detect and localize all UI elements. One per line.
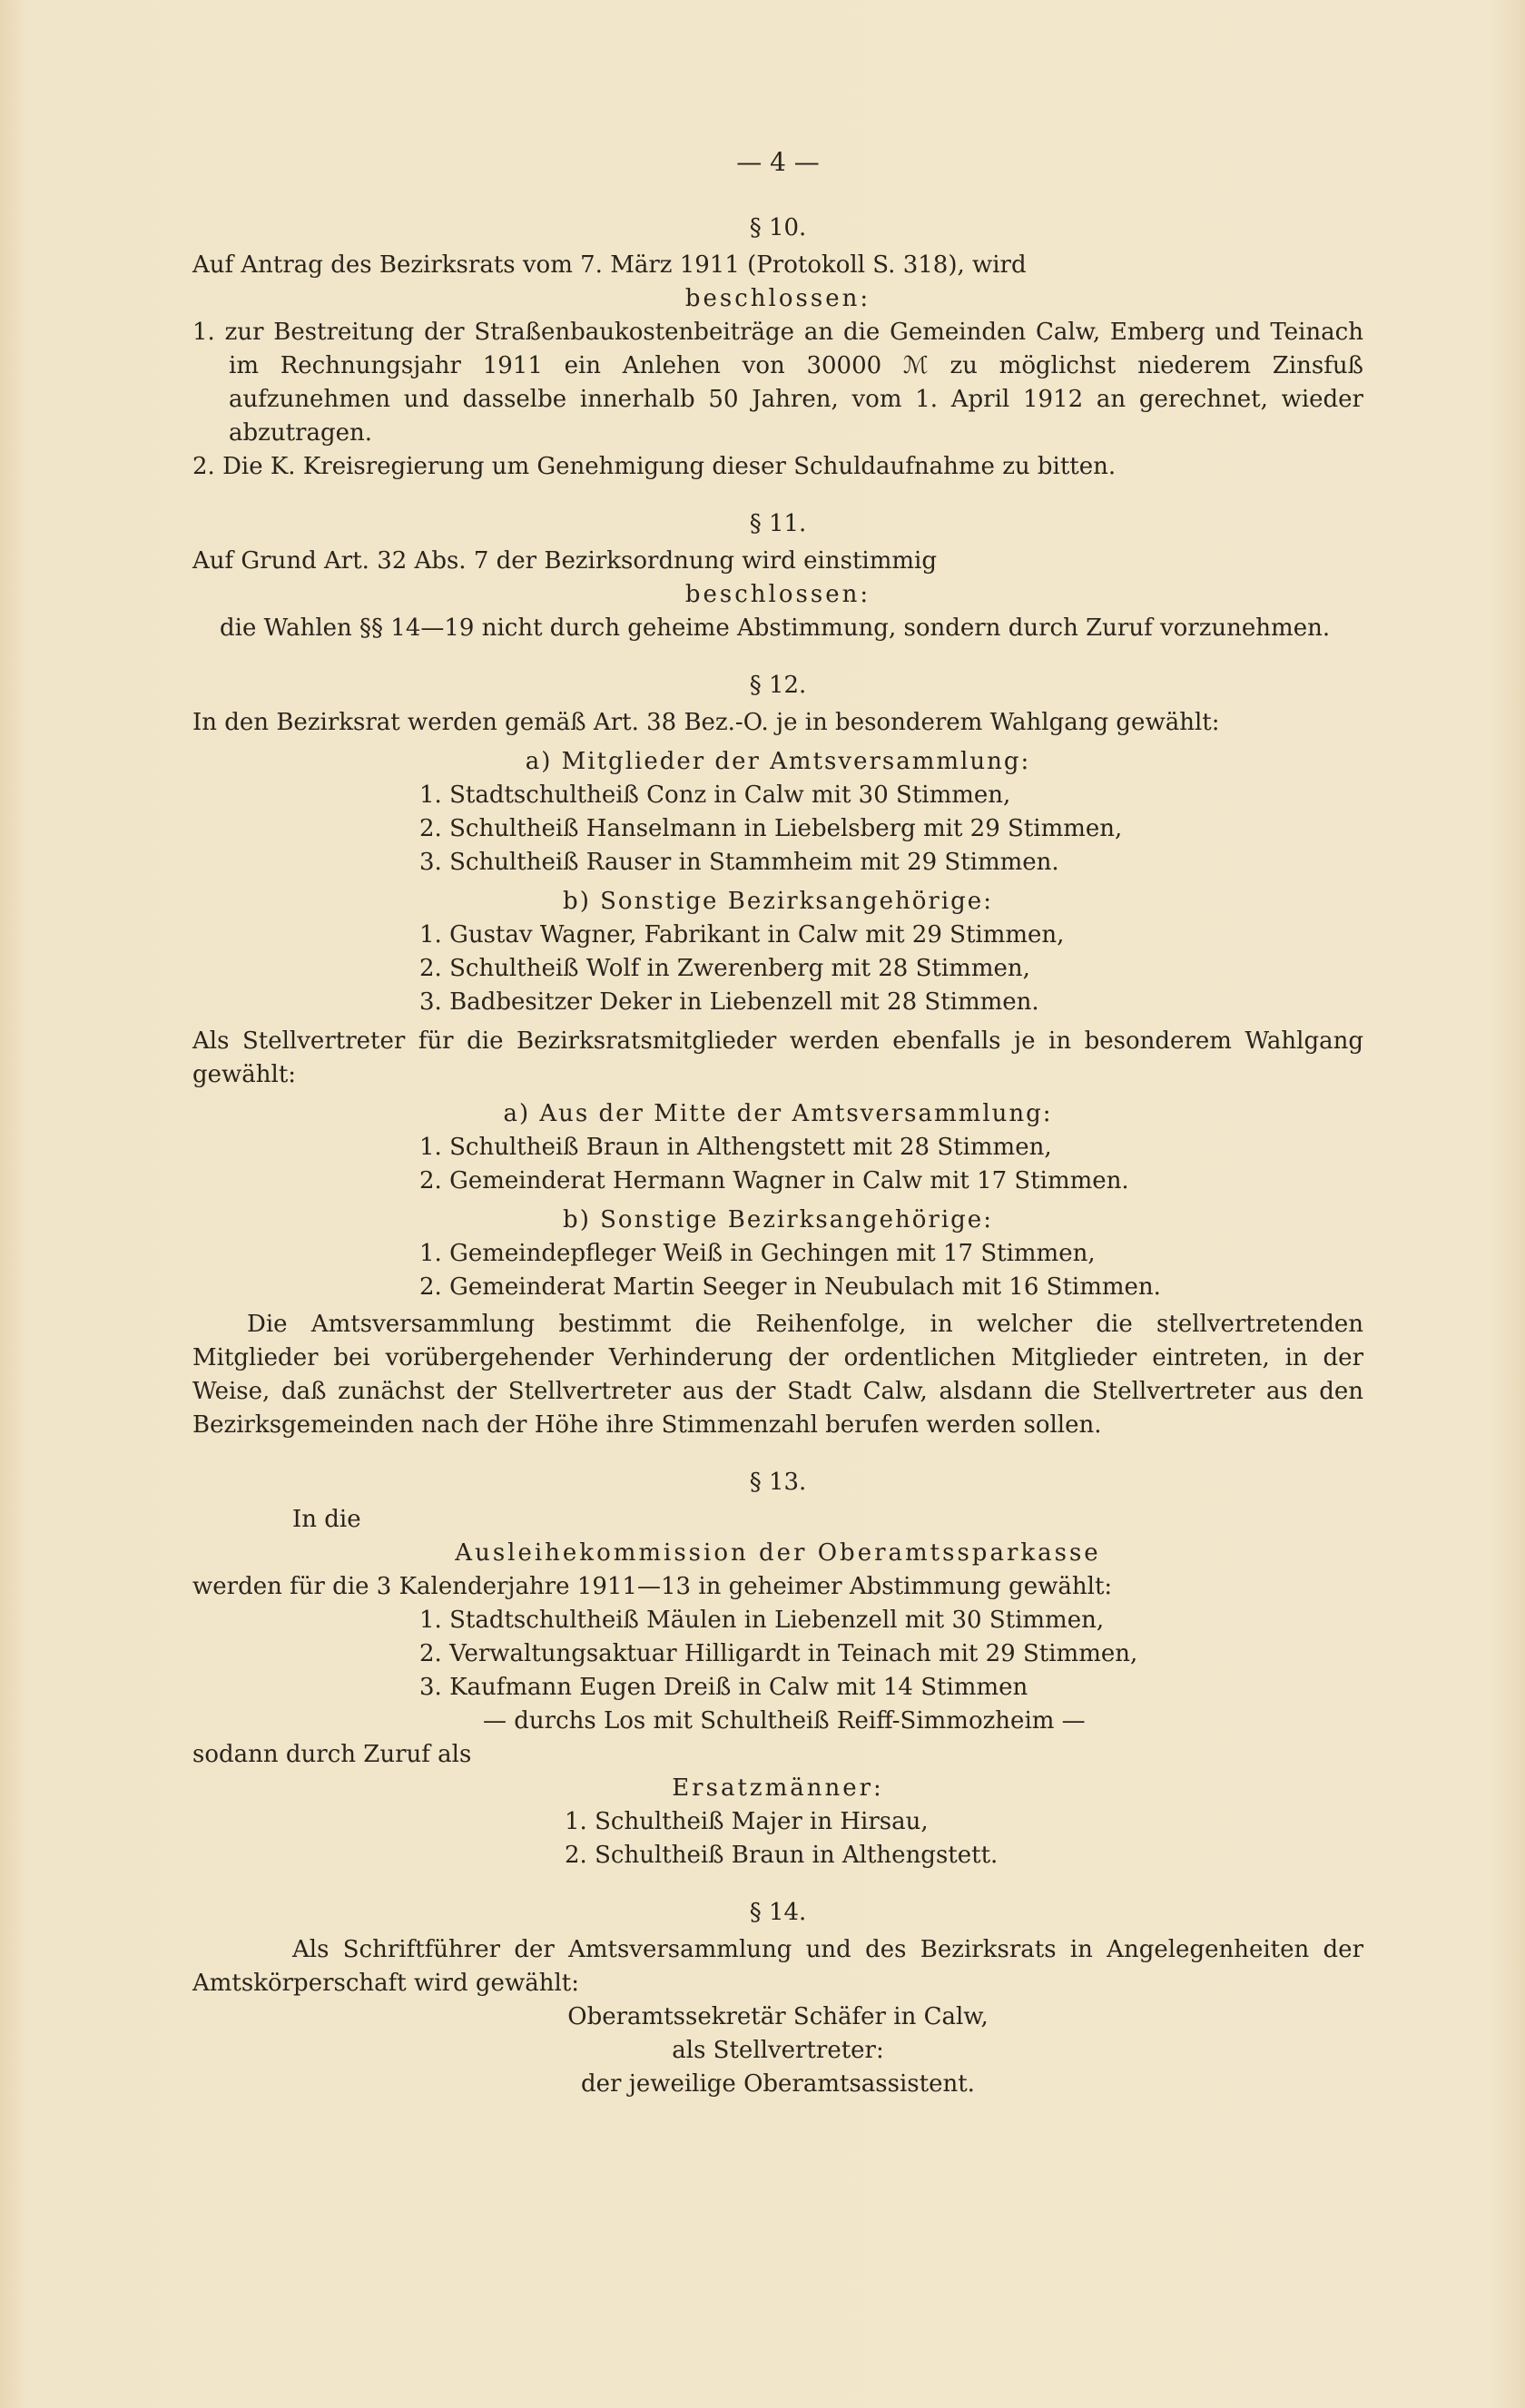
list-item: 3. Kaufmann Eugen Dreiß in Calw mit 14 Stimmen: [419, 1674, 1028, 1701]
section-14-heading: § 14.: [749, 1899, 807, 1926]
list-item: 3. Schultheiß Rauser in Stammheim mit 29 Stimmen.: [419, 849, 1059, 876]
list-item: 3. Badbesitzer Deker in Liebenzell mit 28 Stimmen.: [419, 988, 1039, 1016]
section-12-a-heading: a) Mitglieder der Amtsversammlung:: [525, 748, 1031, 775]
section-14-deputy: der jeweilige Oberamtsassistent.: [581, 2070, 975, 2098]
section-11-intro: Auf Grund Art. 32 Abs. 7 der Bezirksordnung wird einstimmig: [192, 547, 937, 575]
section-11-decided: beschlossen:: [684, 581, 871, 608]
section-10-intro: Auf Antrag des Bezirksrats vom 7. März 1911 (Protokoll S. 318), wird: [192, 251, 1027, 279]
section-13-in-die: In die: [292, 1506, 361, 1533]
section-13-substitutes-heading: Ersatzmänner:: [672, 1774, 884, 1802]
section-10: [192, 211, 1363, 484]
list-item: 1. Stadtschultheiß Mäulen in Liebenzell mit 30 Stimmen,: [419, 1607, 1105, 1634]
section-13-then: sodann durch Zuruf als: [192, 1741, 472, 1768]
section-13: [192, 1466, 1363, 1872]
list-item: 2. Verwaltungsaktuar Hilligardt in Teinach mit 29 Stimmen,: [419, 1640, 1138, 1667]
section-12-closing: Die Amtsversammlung bestimmt die Reihenfolge, in welcher die stellvertretenden Mitglieder bei vorübergehender Verhinderung der ordentlichen Mitglieder eintreten, in der Weise, daß zunächst der Stellvertreter aus der Stadt Calw, alsdann die Stellvertreter aus den Bezirksgemeinden nach der Höhe ihre Stimmenzahl berufen werden sollen.: [192, 1311, 1363, 1439]
section-10-item-1: 1. zur Bestreitung der Straßenbaukostenbeiträge an die Gemeinden Calw, Emberg und Teinach im Rechnungsjahr 1911 ein Anlehen von 30000 ℳ zu möglichst niederem Zinsfuß aufzunehmen und dasselbe innerhalb 50 Jahren, vom 1. April 1912 an gerechnet, wieder abzutragen.: [192, 319, 1363, 447]
section-11-text: die Wahlen §§ 14—19 nicht durch geheime Abstimmung, sondern durch Zuruf vorzunehmen.: [220, 614, 1331, 642]
list-item: 1. Stadtschultheiß Conz in Calw mit 30 Stimmen,: [419, 781, 1011, 809]
section-12: [192, 669, 1363, 1442]
list-item: 2. Schultheiß Braun in Althengstett.: [565, 1842, 999, 1869]
section-13-heading: § 13.: [749, 1469, 807, 1496]
list-item: 1. Gustav Wagner, Fabrikant in Calw mit 29 Stimmen,: [419, 921, 1065, 948]
section-12-deputies-intro: Als Stellvertreter für die Bezirksratsmitglieder werden ebenfalls je in besonderem Wahlgang gewählt:: [192, 1027, 1363, 1088]
page-content: [192, 145, 1363, 2101]
list-item: 1. Schultheiß Braun in Althengstett mit 28 Stimmen,: [419, 1134, 1052, 1161]
section-14-deputy-label: als Stellvertreter:: [672, 2037, 884, 2064]
list-item: 1. Gemeindepfleger Weiß in Gechingen mit 17 Stimmen,: [419, 1240, 1096, 1267]
section-12-deputies-b-heading: b) Sonstige Bezirksangehörige:: [563, 1206, 993, 1233]
list-item: 1. Schultheiß Majer in Hirsau,: [565, 1808, 929, 1835]
section-14-name: Oberamtssekretär Schäfer in Calw,: [567, 2003, 989, 2030]
section-11-heading: § 11.: [749, 510, 807, 537]
section-14-intro: Als Schriftführer der Amtsversammlung und des Bezirksrats in Angelegenheiten der Amtskörperschaft wird gewählt:: [192, 1936, 1363, 1997]
section-10-item-2: 2. Die K. Kreisregierung um Genehmigung dieser Schuldaufnahme zu bitten.: [192, 453, 1117, 480]
section-12-b-list: [419, 919, 1363, 1019]
section-14: [192, 1896, 1363, 2101]
list-item: 2. Gemeinderat Hermann Wagner in Calw mit 17 Stimmen.: [419, 1167, 1129, 1194]
list-item: 2. Schultheiß Hanselmann in Liebelsberg mit 29 Stimmen,: [419, 815, 1123, 842]
section-13-substitutes-list: [565, 1805, 1363, 1872]
section-11: [192, 507, 1363, 645]
section-12-intro: In den Bezirksrat werden gemäß Art. 38 Bez.-O. je in besonderem Wahlgang gewählt:: [192, 709, 1220, 736]
section-13-list: [419, 1604, 1363, 1738]
list-item: 2. Gemeinderat Martin Seeger in Neubulach mit 16 Stimmen.: [419, 1273, 1161, 1301]
page-number: — 4 —: [736, 147, 820, 177]
list-item: 2. Schultheiß Wolf in Zwerenberg mit 28 Stimmen,: [419, 955, 1030, 982]
section-13-lot: — durchs Los mit Schultheiß Reiff-Simmozheim —: [483, 1707, 1086, 1735]
section-12-deputies-b-list: [419, 1237, 1363, 1304]
section-12-a-list: [419, 779, 1363, 880]
section-12-b-heading: b) Sonstige Bezirksangehörige:: [563, 888, 993, 915]
section-12-deputies-a-list: [419, 1131, 1363, 1198]
section-12-heading: § 12.: [749, 672, 807, 699]
section-13-intro: werden für die 3 Kalenderjahre 1911—13 in geheimer Abstimmung gewählt:: [192, 1573, 1113, 1600]
section-10-decided: beschlossen:: [684, 285, 871, 312]
section-12-deputies-a-heading: a) Aus der Mitte der Amtsversammlung:: [503, 1100, 1053, 1127]
section-10-heading: § 10.: [749, 214, 807, 241]
section-13-commission: Ausleihekommission der Oberamtssparkasse: [455, 1539, 1101, 1567]
